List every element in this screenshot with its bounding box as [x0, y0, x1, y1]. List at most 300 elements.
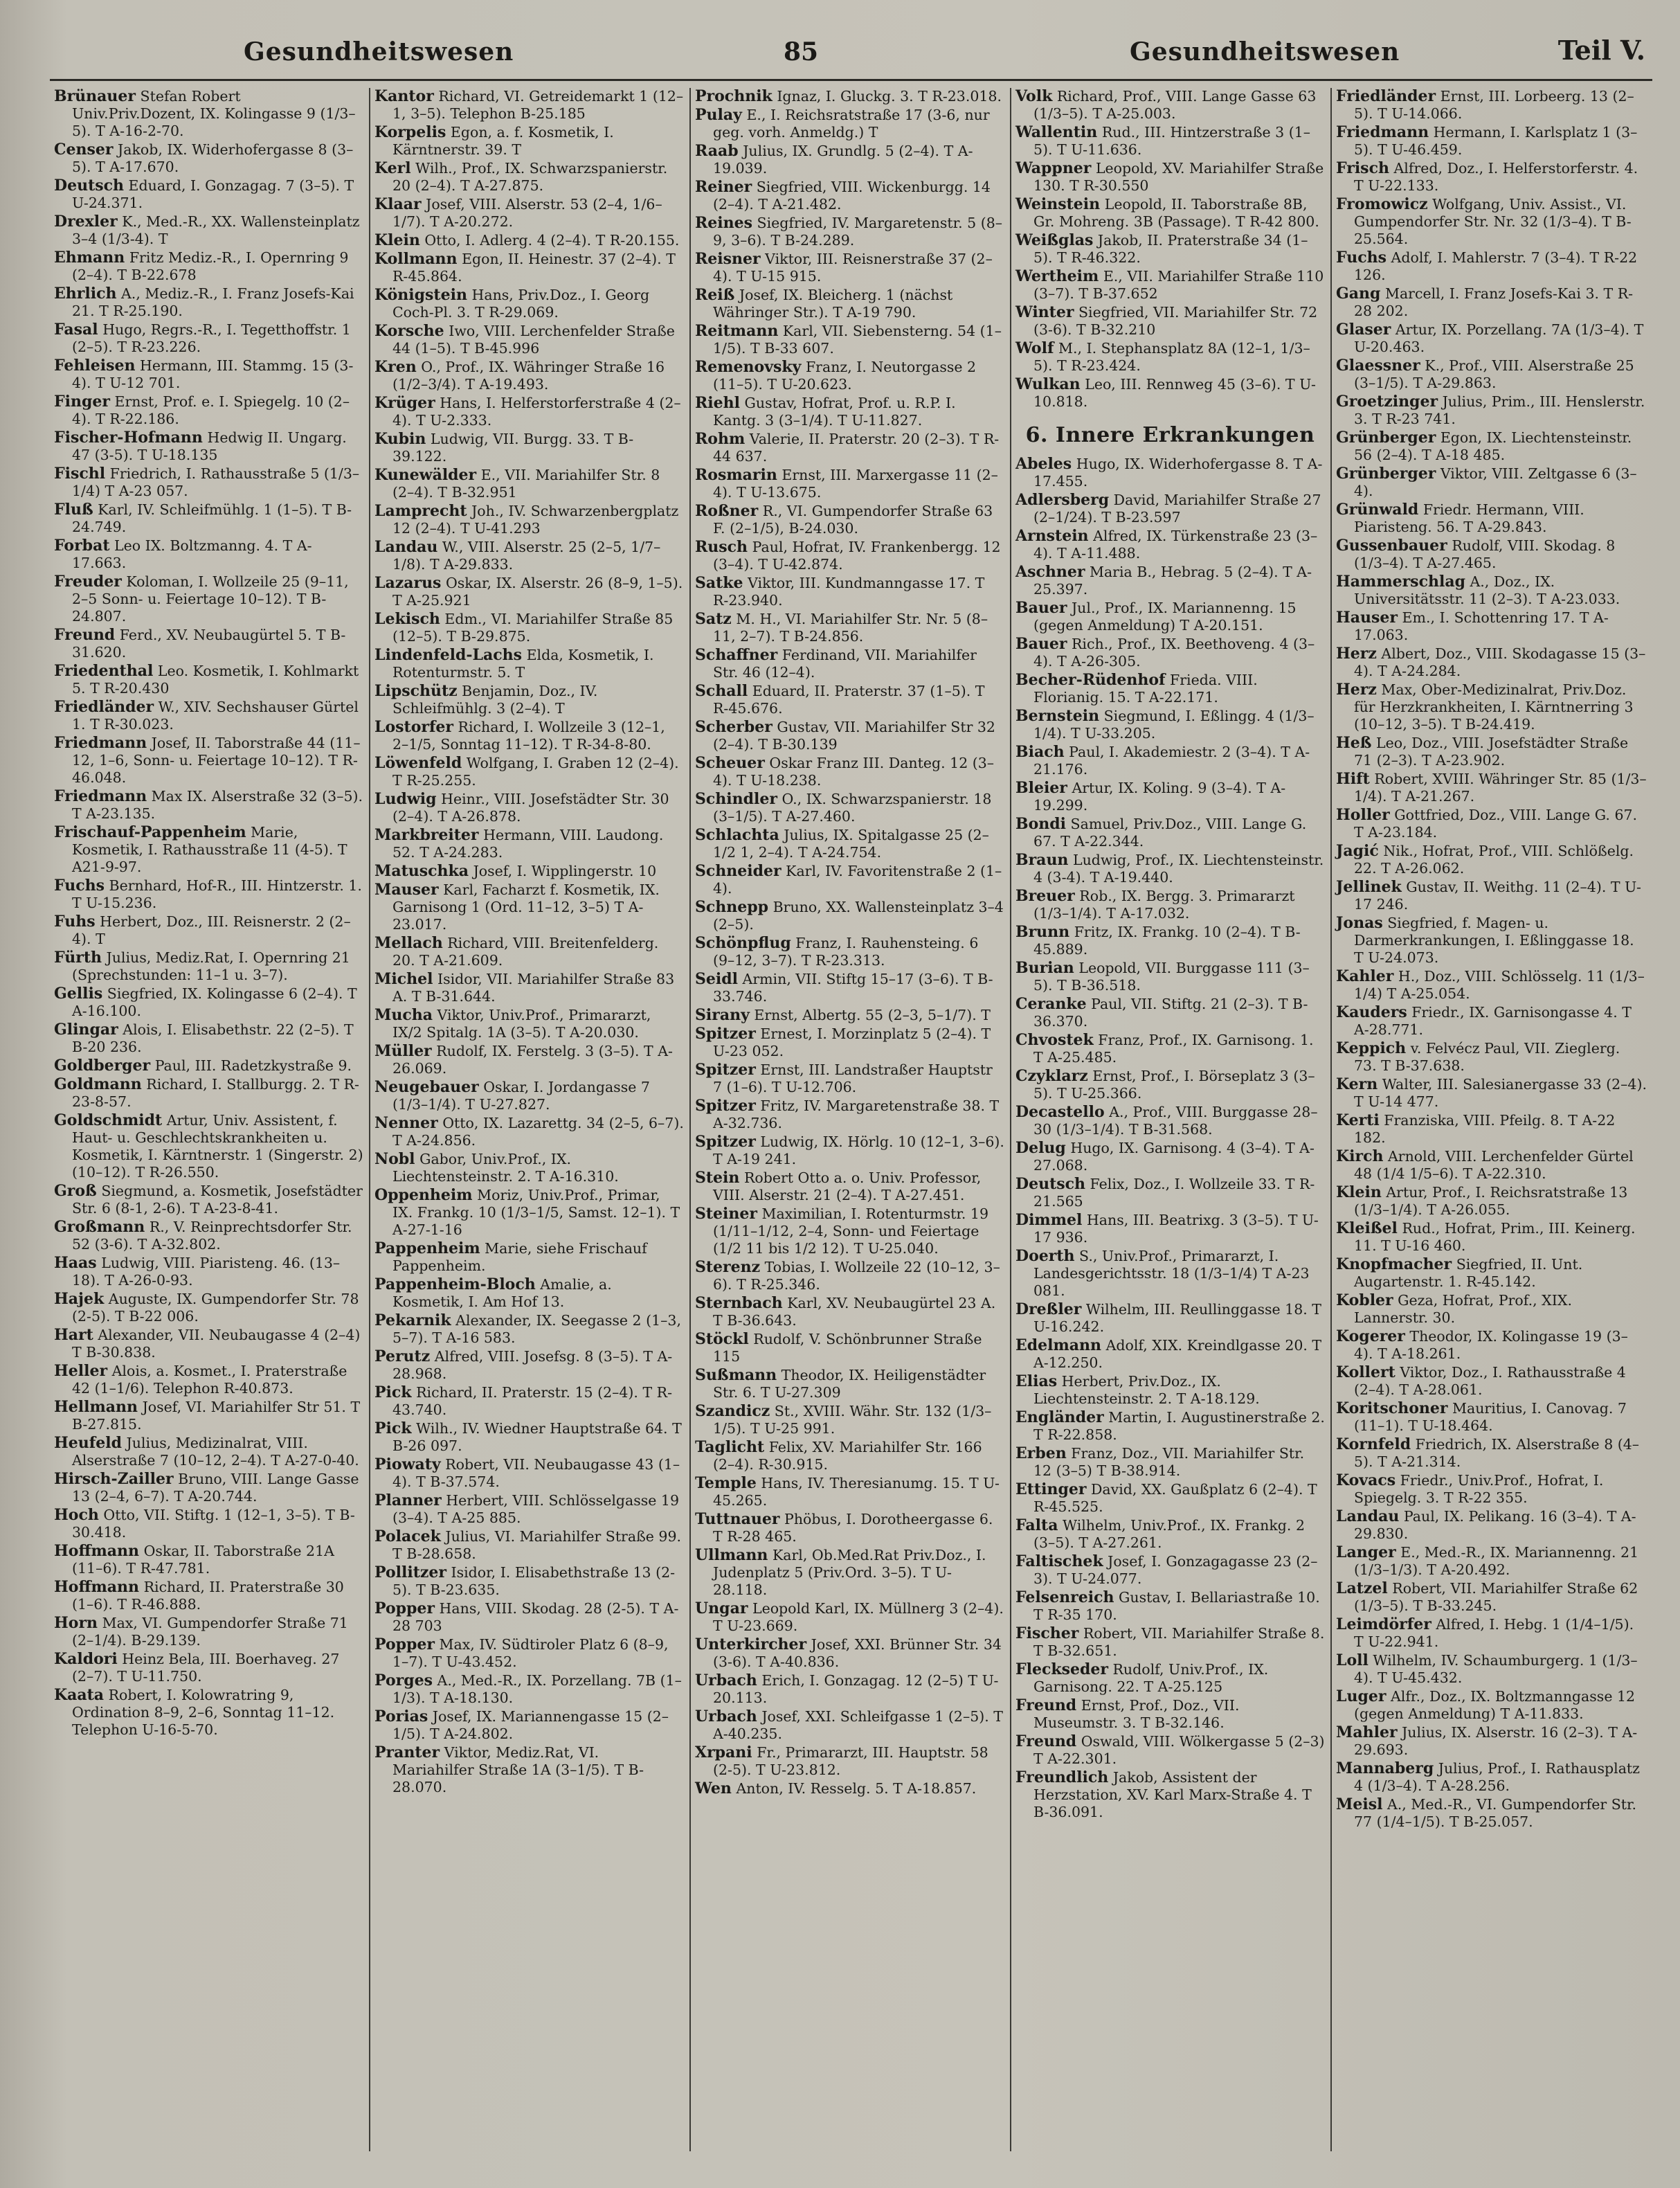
directory-entry: [1336, 681, 1647, 733]
directory-entry: [54, 735, 363, 787]
directory-entry: [1015, 1104, 1325, 1138]
entry-details: Leo, Doz., VIII. Josefstädter Straße 71 (2–3). T A-23.902.: [1354, 735, 1629, 769]
entry-details: Em., I. Schottenring 17. T A-17.063.: [1354, 609, 1609, 643]
entry-name: Pulay: [695, 106, 742, 124]
directory-entry: [1336, 968, 1647, 1003]
entry-details: Rudolf, VIII. Skodag. 8 (1/3–4). T A-27.465.: [1354, 537, 1616, 571]
directory-entry: [1336, 196, 1647, 248]
entry-name: Hellmann: [54, 1398, 138, 1416]
entry-name: Bauer: [1015, 635, 1067, 653]
entry-details: Ludwig, Prof., IX. Liechtensteinstr. 4 (3-4). T A-19.440.: [1033, 852, 1324, 886]
directory-entry: [374, 827, 684, 861]
entry-details: Eduard, II. Praterstr. 37 (1–5). T R-45.676.: [713, 683, 985, 717]
entry-name: Wertheim: [1015, 267, 1099, 285]
directory-entry: [1015, 1697, 1325, 1732]
directory-entry: [695, 1403, 1004, 1437]
entry-name: Mannaberg: [1336, 1759, 1434, 1777]
entry-name: Spitzer: [695, 1097, 756, 1115]
entry-name: Piowaty: [374, 1455, 441, 1473]
directory-entry: [1015, 456, 1325, 490]
entry-name: Fischer-Hofmann: [54, 429, 203, 447]
entry-details: Karl, Facharzt f. Kosmetik, IX. Garnisong 1 (Ord. 11–12, 3–5) T A-23.017.: [392, 881, 660, 933]
entry-details: Theodor, IX. Heiligenstädter Str. 6. T U-27.309: [713, 1367, 986, 1401]
entry-name: Felsenreich: [1015, 1588, 1114, 1606]
directory-entry: [695, 647, 1004, 681]
entry-details: Josef, I. Wipplingerstr. 10: [473, 863, 657, 879]
entry-details: Wilhelm, IV. Schaumburgerg. 1 (1/3–4). T U-45.432.: [1354, 1652, 1638, 1686]
entry-details: Ludwig, VIII. Piaristeng. 46. (13–18). T A-26-0-93.: [72, 1255, 341, 1289]
directory-entry: [1336, 1040, 1647, 1075]
entry-details: Alfred, Doz., I. Helferstorferstr. 4. T U-22.133.: [1354, 160, 1638, 194]
entry-details: A., Prof., VIII. Burggasse 28–30 (1/3–1/4). T B-31.568.: [1033, 1104, 1318, 1138]
directory-entry: [374, 1007, 684, 1041]
entry-name: Oppenheim: [374, 1186, 473, 1204]
entry-details: Leopold Karl, IX. Müllnerg 3 (2–4). T U-23.669.: [713, 1600, 1004, 1634]
directory-entry: [1015, 1140, 1325, 1174]
directory-entry: [374, 1492, 684, 1527]
directory-entry: [695, 395, 1004, 429]
entry-details: Hugo, Regrs.-R., I. Tegetthoffstr. 1 (2–5). T R-23.226.: [72, 321, 351, 355]
directory-entry: [1015, 1212, 1325, 1246]
directory-entry: [1015, 1733, 1325, 1768]
directory-entry: [1336, 879, 1647, 913]
directory-entry: [1015, 88, 1325, 123]
entry-name: Roßner: [695, 502, 759, 520]
directory-entry: [1015, 960, 1325, 994]
directory-entry: [54, 1543, 363, 1577]
entry-name: Volk: [1015, 88, 1053, 105]
entry-details: Ernst, III. Lorbeerg. 13 (2–5). T U-14.066.: [1354, 88, 1634, 122]
directory-entry: [1336, 1004, 1647, 1039]
directory-entry: [1336, 1112, 1647, 1147]
directory-entry: [695, 539, 1004, 573]
entry-details: Alfred, I. Hebg. 1 (1/4–1/5). T U-22.941.: [1354, 1616, 1634, 1650]
entry-name: Grünberger: [1336, 429, 1436, 447]
entry-name: Deutsch: [1015, 1175, 1086, 1193]
directory-entry: [374, 1456, 684, 1491]
entry-name: Decastello: [1015, 1103, 1105, 1121]
entry-details: Julius, Mediz.Rat, I. Opernring 21 (Sprechstunden: 11–1 u. 3–7).: [72, 949, 350, 983]
directory-entry: [374, 863, 684, 880]
directory-entry: [695, 467, 1004, 501]
column-5: [1332, 88, 1652, 2151]
entry-name: Brünauer: [54, 88, 136, 105]
directory-entry: [54, 141, 363, 176]
entry-name: Matuschka: [374, 862, 469, 880]
entry-details: Gustav, II. Weithg. 11 (2–4). T U-17 246.: [1354, 879, 1641, 913]
part-label: Teil V.: [1557, 35, 1645, 66]
entry-name: Pappenheim: [374, 1239, 480, 1257]
directory-entry: [374, 287, 684, 321]
directory-entry: [695, 899, 1004, 933]
directory-entry: [695, 1511, 1004, 1545]
entry-name: Chvostek: [1015, 1031, 1094, 1049]
entry-details: Paul, VII. Stiftg. 21 (2–3). T B-36.370.: [1033, 996, 1308, 1030]
entry-details: Gustav, VII. Mariahilfer Str 32 (2–4). T B-30.139: [713, 719, 995, 753]
entry-name: Friedländer: [54, 698, 154, 716]
directory-entry: [374, 1708, 684, 1743]
header-right-title: Gesundheitswesen: [1130, 37, 1400, 66]
directory-entry: [1336, 249, 1647, 284]
entry-name: Gussenbauer: [1336, 537, 1447, 555]
directory-entry: [1336, 1436, 1647, 1471]
entry-details: Jakob, II. Praterstraße 34 (1–5). T R-46.322.: [1033, 232, 1308, 266]
entry-name: Brunn: [1015, 923, 1070, 941]
directory-entry: [695, 287, 1004, 321]
page-number: 85: [784, 37, 819, 66]
entry-name: Finger: [54, 393, 110, 411]
entry-name: Delug: [1015, 1139, 1066, 1157]
entry-details: Wilhelm, Univ.Prof., IX. Frankg. 2 (3–5). T A-27.261.: [1033, 1517, 1306, 1551]
entry-details: Gustav, I. Bellariastraße 10. T R-35 170.: [1033, 1589, 1320, 1623]
entry-details: Hans, IV. Theresianumg. 15. T U-45.265.: [713, 1475, 1000, 1509]
entry-details: Ernst, III. Landstraßer Hauptstr 7 (1–6). T U-12.706.: [713, 1061, 993, 1095]
directory-entry: [1015, 124, 1325, 159]
directory-entry: [695, 971, 1004, 1005]
entry-name: Temple: [695, 1474, 757, 1492]
directory-entry: [54, 1076, 363, 1111]
entry-name: Glaessner: [1336, 357, 1420, 375]
entry-details: Richard, I. Wollzeile 3 (12–1, 2–1/5, Sonntag 11–12). T R-34-8-80.: [392, 719, 665, 753]
entry-details: David, Mariahilfer Straße 27 (2–1/24). T B-23.597: [1033, 492, 1321, 526]
section-heading: 6. Innere Erkrankungen: [1025, 423, 1315, 447]
directory-entry: [1336, 609, 1647, 644]
entry-details: Josef, I. Gonzagagasse 23 (2–3). T U-24.077.: [1033, 1553, 1318, 1587]
directory-entry: [374, 1600, 684, 1635]
entry-details: Siegfried, IX. Kolingasse 6 (2–4). T A-16.100.: [72, 985, 357, 1019]
directory-entry: [695, 431, 1004, 465]
entry-details: Ignaz, I. Gluckg. 3. T R-23.018.: [777, 88, 1002, 105]
entry-details: Josef, IX. Bleicherg. 1 (nächst Währinger Str.). T A-19 790.: [713, 287, 953, 321]
entry-details: Friedrich, IX. Alserstraße 8 (4–5). T A-21.314.: [1354, 1436, 1640, 1470]
directory-entry: [695, 1636, 1004, 1671]
entry-details: Siegfried, IV. Margaretenstr. 5 (8–9, 3–6). T B-24.289.: [713, 215, 1003, 249]
entry-name: Ungar: [695, 1599, 748, 1617]
entry-name: Sternbach: [695, 1294, 783, 1312]
entry-details: Artur, IX. Koling. 9 (3–4). T A-19.299.: [1033, 780, 1286, 814]
entry-details: Edm., VI. Mariahilfer Straße 85 (12–5). T B-29.875.: [392, 611, 674, 645]
directory-entry: [374, 1744, 684, 1796]
entry-name: Klaar: [374, 195, 422, 213]
directory-entry: [54, 663, 363, 697]
entry-name: Schlachta: [695, 826, 779, 844]
entry-details: Siegmund, a. Kosmetik, Josefstädter Str. 6 (8-1, 2-6). T A-23-8-41.: [72, 1183, 363, 1217]
entry-name: Hirsch-Zailler: [54, 1470, 174, 1488]
entry-details: Tobias, I. Wollzeile 22 (10–12, 3–6). T R-25.346.: [713, 1259, 1000, 1293]
directory-entry: [1015, 1301, 1325, 1336]
entry-name: Groetzinger: [1336, 393, 1438, 411]
directory-entry: [374, 503, 684, 537]
directory-entry: [1015, 636, 1325, 670]
directory-entry: [1336, 1328, 1647, 1363]
entry-details: Otto, VII. Stiftg. 1 (12–1, 3–5). T B-30.418.: [72, 1507, 355, 1541]
directory-entry: [1336, 1076, 1647, 1111]
entry-details: Robert, XVIII. Währinger Str. 85 (1/3–1/4). T A-21.267.: [1354, 771, 1647, 805]
entry-details: Jakob, IX. Widerhofergasse 8 (3–5). T A-17.670.: [72, 141, 354, 175]
entry-details: Leopold, XV. Mariahilfer Straße 130. T R-30.550: [1033, 160, 1324, 194]
entry-name: Winter: [1015, 303, 1074, 321]
entry-details: Stefan Robert Univ.Priv.Dozent, IX. Kolingasse 9 (1/3–5). T A-16-2-70.: [72, 88, 356, 139]
entry-details: Ernst, Prof., I. Börseplatz 3 (3–5). T U-25.366.: [1033, 1068, 1315, 1102]
entry-details: Arnold, VIII. Lerchenfelder Gürtel 48 (1/4 1/5–6). T A-22.310.: [1354, 1148, 1634, 1182]
directory-entry: [695, 791, 1004, 825]
entry-details: Ernst, Prof. e. I. Spiegelg. 10 (2–4). T R-22.186.: [72, 393, 350, 427]
entry-name: Kubin: [374, 430, 426, 448]
directory-entry: [54, 213, 363, 248]
directory-entry: [695, 359, 1004, 393]
directory-entry: [695, 323, 1004, 357]
directory-entry: [1336, 393, 1647, 428]
entry-details: Martin, I. Augustinerstraße 2. T R-22.858.: [1033, 1409, 1325, 1443]
entry-details: Josef, II. Taborstraße 44 (11–12, 1–6, Sonn- u. Feiertage 10–12). T R-46.048.: [72, 735, 361, 786]
entry-details: Felix, XV. Mariahilfer Str. 166 (2–4). R-30.915.: [713, 1439, 982, 1473]
directory-entry: [54, 1435, 363, 1469]
entry-details: R., V. Reinprechtsdorfer Str. 52 (3-6). T A-32.802.: [72, 1219, 352, 1253]
entry-name: Hammerschlag: [1336, 573, 1465, 591]
directory-entry: [54, 985, 363, 1020]
directory-entry: [1336, 1724, 1647, 1759]
entry-name: Dreßler: [1015, 1300, 1082, 1318]
entry-details: Gabor, Univ.Prof., IX. Liechtensteinstr. 2. T A-16.310.: [392, 1151, 619, 1185]
entry-details: Fr., Primararzt, III. Hauptstr. 58 (2-5). T U-23.812.: [713, 1744, 988, 1778]
directory-entry: [695, 215, 1004, 249]
entry-name: Erben: [1015, 1444, 1067, 1462]
entry-details: Phöbus, I. Dorotheergasse 6. T R-28 465.: [713, 1511, 993, 1545]
directory-entry: [1336, 1292, 1647, 1327]
directory-entry: [1015, 528, 1325, 562]
directory-entry: [54, 357, 363, 392]
entry-name: Friedmann: [54, 734, 147, 752]
directory-entry: [695, 1295, 1004, 1329]
entry-details: Egon, II. Heinestr. 37 (2–4). T R-45.864.: [392, 251, 676, 285]
entry-details: Franz, I. Rauhensteing. 6 (9–12, 3–7). T R-23.313.: [713, 935, 979, 969]
entry-details: Marcell, I. Franz Josefs-Kai 3. T R-28 202.: [1354, 285, 1634, 319]
entry-details: Karl, IV. Favoritenstraße 2 (1–4).: [713, 863, 1002, 897]
directory-entry: [1336, 1400, 1647, 1435]
directory-entry: [1336, 1364, 1647, 1399]
directory-entry: [1015, 232, 1325, 267]
entry-name: Herz: [1336, 645, 1377, 663]
directory-entry: [374, 395, 684, 429]
entry-details: Siegfried, VII. Mariahilfer Str. 72 (3-6). T B-32.210: [1033, 304, 1318, 338]
directory-entry: [374, 539, 684, 573]
entry-name: Doerth: [1015, 1247, 1075, 1265]
directory-entry: [374, 431, 684, 465]
entry-name: Burian: [1015, 959, 1074, 977]
entry-details: Otto, I. Adlerg. 4 (2–4). T R-20.155.: [424, 232, 680, 249]
directory-entry: [695, 88, 1004, 105]
entry-name: Biach: [1015, 743, 1065, 761]
entry-details: Marie, siehe Frischauf Pappenheim.: [392, 1240, 647, 1274]
directory-entry: [54, 1399, 363, 1433]
directory-entry: [374, 1187, 684, 1239]
entry-details: Samuel, Priv.Doz., VIII. Lange G. 67. T A-22.344.: [1033, 816, 1307, 850]
entry-details: Erich, I. Gonzagag. 12 (2–5) T U-20.113.: [713, 1672, 999, 1706]
entry-details: A., Med.-R., VI. Gumpendorfer Str. 77 (1/4–1/5). T B-25.057.: [1354, 1796, 1637, 1830]
directory-entry: [695, 683, 1004, 717]
entry-name: Bernstein: [1015, 707, 1100, 725]
entry-details: Alexander, IX. Seegasse 2 (1–3, 5–7). T A-16 583.: [392, 1312, 681, 1346]
entry-name: Mucha: [374, 1006, 433, 1024]
directory-entry: [374, 1672, 684, 1707]
entry-name: Kaata: [54, 1686, 105, 1704]
entry-details: E., VII. Mariahilfer Str. 8 (2–4). T B-32.951: [392, 467, 660, 501]
entry-name: Reitmann: [695, 322, 779, 340]
directory-entry: [374, 160, 684, 195]
entry-name: Riehl: [695, 394, 740, 412]
directory-entry: [1015, 744, 1325, 778]
entry-details: K., Med.-R., XX. Wallensteinplatz 3–4 (1/3-4). T: [72, 213, 360, 247]
entry-name: Lindenfeld-Lachs: [374, 646, 523, 664]
entry-details: Leopold, VII. Burggasse 111 (3–5). T B-36.518.: [1033, 960, 1310, 994]
entry-name: Frischauf-Pappenheim: [54, 823, 246, 841]
entry-details: Alfred, IX. Türkenstraße 23 (3–4). T A-11.488.: [1033, 528, 1318, 562]
entry-name: Stöckl: [695, 1330, 749, 1348]
entry-name: Fasal: [54, 321, 98, 339]
directory-entry: [374, 791, 684, 825]
entry-details: Viktor, Mediz.Rat, VI. Mariahilfer Straße 1A (3–1/5). T B-28.070.: [392, 1744, 644, 1795]
directory-entry: [1015, 1409, 1325, 1444]
entry-name: Xrpani: [695, 1743, 752, 1761]
directory-entry: [1336, 771, 1647, 805]
directory-entry: [54, 1057, 363, 1075]
entry-details: Leo. Kosmetik, I. Kohlmarkt 5. T R-20.430: [72, 663, 359, 697]
directory-entry: [54, 1112, 363, 1181]
entry-details: Ludwig, VII. Burgg. 33. T B-39.122.: [392, 431, 634, 465]
entry-name: Haas: [54, 1254, 97, 1272]
entry-name: Braun: [1015, 851, 1069, 869]
directory-entry: [1015, 888, 1325, 922]
entry-name: Adlersberg: [1015, 491, 1110, 509]
entry-details: Karl, Ob.Med.Rat Priv.Doz., I. Judenplatz 5 (Priv.Ord. 3–5). T U-28.118.: [713, 1547, 986, 1598]
directory-entry: [54, 1471, 363, 1505]
entry-details: Bruno, XX. Wallensteinplatz 3–4 (2–5).: [713, 899, 1004, 933]
entry-name: Kirch: [1336, 1147, 1384, 1165]
entry-details: Maria B., Hebrag. 5 (2–4). T A-25.397.: [1033, 564, 1312, 598]
entry-details: Rob., IX. Bergg. 3. Primararzt (1/3–1/4). T A-17.032.: [1033, 888, 1295, 922]
entry-name: Hart: [54, 1326, 93, 1344]
entry-name: Falta: [1015, 1516, 1058, 1534]
entry-details: Maximilian, I. Rotenturmstr. 19 (1/11–1/12, 2–4, Sonn- und Feiertage (1/2 11 bis 1/2 12). T U-25.040.: [713, 1205, 989, 1257]
directory-entry: [54, 913, 363, 948]
entry-name: Landau: [374, 538, 438, 556]
directory-entry: [374, 323, 684, 357]
entry-name: Pekarnik: [374, 1311, 451, 1329]
entry-details: O., Prof., IX. Währinger Straße 16 (1/2–3/4). T A-19.493.: [392, 359, 665, 393]
entry-name: Korsche: [374, 322, 444, 340]
entry-name: Drexler: [54, 213, 118, 231]
directory-entry: [1015, 1032, 1325, 1066]
entry-details: Wolfgang, I. Graben 12 (2–4). T R-25.255.: [392, 755, 679, 789]
entry-details: Josef, XXI. Brünner Str. 34 (3-6). T A-40.836.: [713, 1636, 1002, 1670]
directory-columns: [50, 88, 1652, 2151]
entry-name: Taglicht: [695, 1438, 765, 1456]
directory-entry: [374, 719, 684, 753]
entry-name: Gellis: [54, 985, 103, 1003]
entry-details: Julius, IX. Spitalgasse 25 (2–1/2 1, 2–4). T A-24.754.: [713, 827, 989, 861]
entry-name: Deutsch: [54, 177, 125, 195]
directory-entry: [695, 143, 1004, 177]
entry-name: Friedmann: [1336, 123, 1429, 141]
directory-entry: [1336, 735, 1647, 769]
entry-name: Grünberger: [1336, 465, 1436, 483]
entry-details: Armin, VII. Stiftg 15–17 (3–6). T B-33.746.: [713, 971, 993, 1005]
directory-entry: [695, 1025, 1004, 1060]
entry-details: Oskar, IX. Alserstr. 26 (8–9, 1–5). T A-25.921: [392, 575, 683, 609]
directory-entry: [695, 1061, 1004, 1096]
entry-name: Arnstein: [1015, 527, 1089, 545]
entry-name: Pick: [374, 1383, 412, 1401]
entry-name: Latzel: [1336, 1579, 1388, 1597]
entry-details: Franz, Doz., VII. Mariahilfer Str. 12 (3–5) T B-38.914.: [1033, 1445, 1305, 1479]
entry-name: Pappenheim-Bloch: [374, 1275, 536, 1293]
column-2: [370, 88, 691, 2151]
entry-name: Aschner: [1015, 563, 1085, 581]
entry-details: Mauritius, I. Canovag. 7 (11–1). T U-18.464.: [1354, 1400, 1627, 1434]
directory-entry: [695, 1205, 1004, 1257]
entry-details: Ernst, Albertg. 55 (2–3, 5–1/7). T: [754, 1007, 991, 1023]
directory-entry: [1015, 780, 1325, 814]
entry-name: Becher-Rüdenhof: [1015, 671, 1166, 689]
directory-entry: [695, 1475, 1004, 1509]
entry-name: Forbat: [54, 537, 110, 555]
entry-name: Urbach: [695, 1707, 757, 1725]
entry-name: Keppich: [1336, 1039, 1407, 1057]
entry-name: Raab: [695, 142, 739, 160]
entry-name: Friedmann: [54, 787, 147, 805]
entry-name: Fehleisen: [54, 357, 136, 375]
directory-entry: [1336, 1472, 1647, 1507]
entry-details: Paul, I. Akademiestr. 2 (3–4). T A-21.176.: [1033, 744, 1310, 778]
directory-entry: [374, 1151, 684, 1185]
entry-name: Nobl: [374, 1150, 415, 1168]
entry-name: Ludwig: [374, 790, 437, 808]
entry-details: Paul, IX. Pelikang. 16 (3–4). T A-29.830.: [1354, 1508, 1636, 1542]
entry-details: Oswald, VIII. Wölkergasse 5 (2–3) T A-22.301.: [1033, 1733, 1325, 1767]
directory-entry: [54, 1327, 363, 1361]
entry-details: Friedr., IX. Garnisongasse 4. T A-28.771.: [1354, 1004, 1632, 1038]
entry-details: Rich., Prof., IX. Beethoveng. 4 (3–4). T A-26-305.: [1033, 636, 1315, 670]
entry-name: Schönpflug: [695, 934, 791, 952]
entry-details: Alexander, VII. Neubaugasse 4 (2–4) T B-30.838.: [72, 1327, 361, 1361]
entry-details: Rudolf, IX. Ferstelg. 3 (3–5). T A-26.069.: [392, 1043, 673, 1077]
entry-details: Hedwig II. Ungarg. 47 (3-5). T U-18.135: [72, 429, 347, 463]
entry-name: Elias: [1015, 1372, 1058, 1390]
entry-name: Bondi: [1015, 815, 1067, 833]
entry-name: Spitzer: [695, 1025, 756, 1043]
entry-details: Artur, Univ. Assistent, f. Haut- u. Geschlechtskrankheiten u. Kosmetik, I. Kärntnerstr. 1 (Singerstr. 2) (10–12). T R-26.550.: [72, 1112, 363, 1181]
entry-name: Spitzer: [695, 1133, 756, 1151]
entry-details: Hans, VIII. Skodag. 28 (2-5). T A-28 703: [392, 1600, 679, 1634]
directory-entry: [374, 647, 684, 681]
entry-details: W., VIII. Alserstr. 25 (2–5, 1/7–1/8). T A-29.833.: [392, 539, 661, 573]
entry-details: Wilh., IV. Wiedner Hauptstraße 64. T B-26 097.: [392, 1420, 682, 1454]
entry-name: Czyklarz: [1015, 1067, 1088, 1085]
entry-details: Gottfried, Doz., VIII. Lange G. 67. T A-23.184.: [1354, 807, 1638, 841]
entry-name: Krüger: [374, 394, 435, 412]
directory-entry: [54, 465, 363, 500]
entry-name: Kaldori: [54, 1650, 118, 1668]
directory-entry: [374, 1276, 684, 1311]
directory-entry: [1336, 88, 1647, 123]
entry-name: Bleier: [1015, 779, 1067, 797]
directory-entry: [374, 611, 684, 645]
entry-name: Freuder: [54, 573, 122, 591]
directory-entry: [1015, 924, 1325, 958]
entry-name: Hoffmann: [54, 1542, 140, 1560]
entry-details: Jul., Prof., IX. Mariannenng. 15 (gegen Anmeldung) T A-20.151.: [1033, 600, 1297, 634]
entry-details: Siegfried, II. Unt. Augartenstr. 1. R-45.142.: [1354, 1256, 1583, 1290]
